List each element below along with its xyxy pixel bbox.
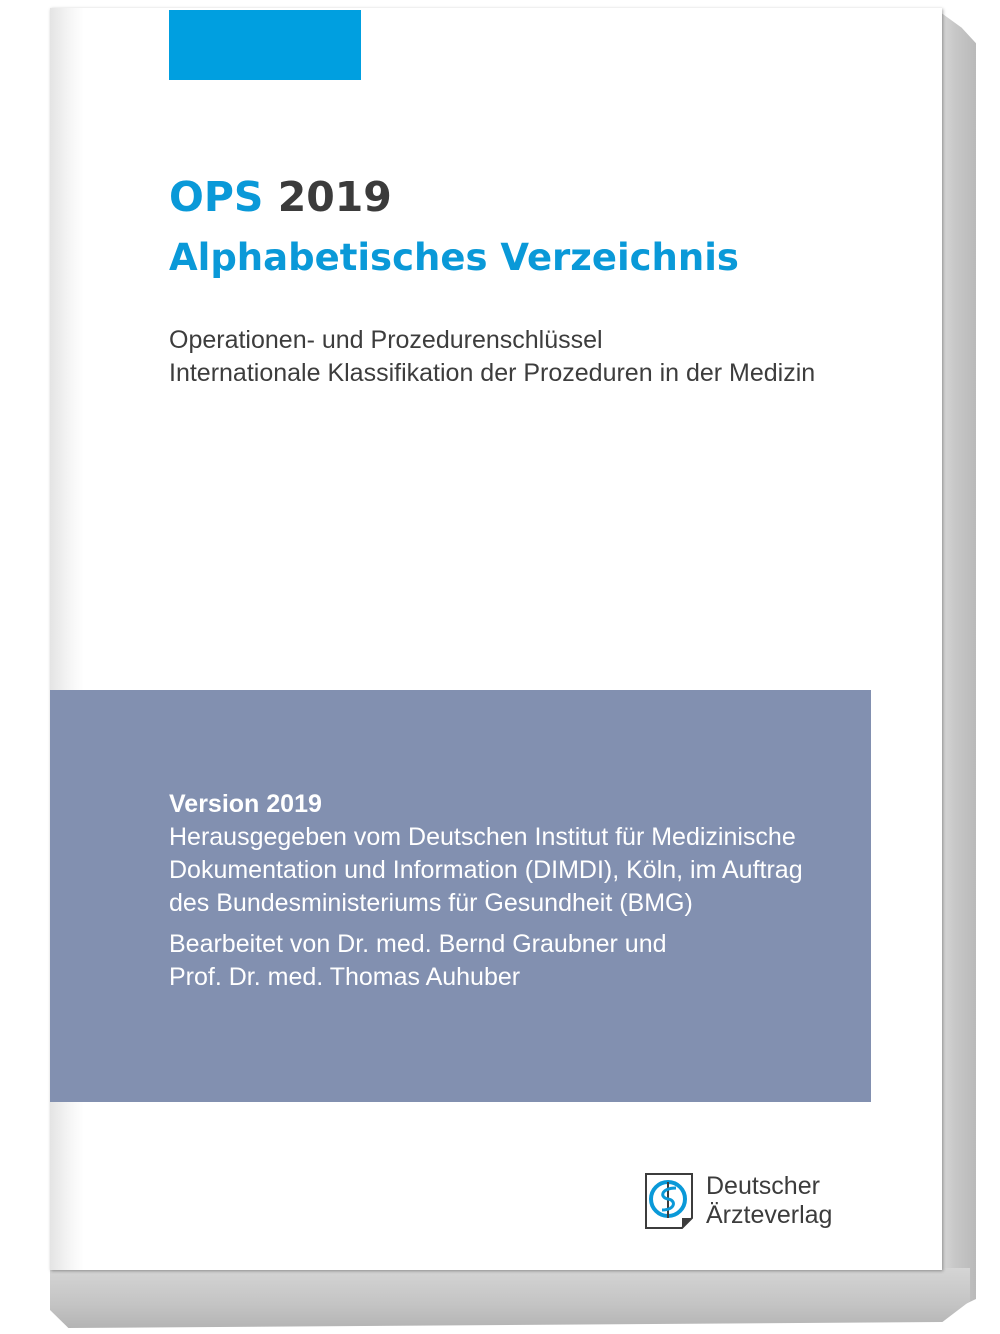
info-text: [169, 788, 803, 994]
info-panel: [50, 690, 871, 1102]
info-gap: [169, 920, 803, 928]
publisher-line: des Bundesministeriums für Gesundheit (BMG): [169, 889, 693, 917]
book-cover: [50, 8, 942, 1270]
editor-line: Bearbeitet von Dr. med. Bernd Graubner und: [169, 930, 667, 958]
cover-title-main: Alphabetisches Verzeichnis: [169, 236, 739, 279]
subtitle-line: Operationen- und Prozedurenschlüssel: [169, 326, 603, 354]
publisher-line: Dokumentation und Information (DIMDI), Köln, im Auftrag: [169, 856, 803, 884]
title-ops: OPS: [169, 173, 264, 221]
title-year: 2019: [263, 173, 392, 221]
cover-subtitle: [169, 324, 815, 390]
cover-title-line: [169, 173, 392, 221]
aesculapius-logo-icon: [640, 1168, 700, 1232]
publisher-name-line: Ärzteverlag: [706, 1201, 833, 1229]
version-label: Version 2019: [169, 790, 322, 818]
subtitle-line: Internationale Klassifikation der Prozeduren in der Medizin: [169, 359, 816, 387]
publisher-line: Herausgegeben vom Deutschen Institut für Medizinische: [169, 823, 796, 851]
cover-accent-bar: [169, 10, 361, 80]
book-page-edge-bottom: [50, 1268, 970, 1328]
publisher-name: [706, 1172, 832, 1230]
editor-line: Prof. Dr. med. Thomas Auhuber: [169, 963, 521, 991]
publisher-name-line: Deutscher: [706, 1172, 820, 1200]
publisher-block: [640, 1168, 870, 1240]
book-page-edge-right: [940, 12, 976, 1312]
